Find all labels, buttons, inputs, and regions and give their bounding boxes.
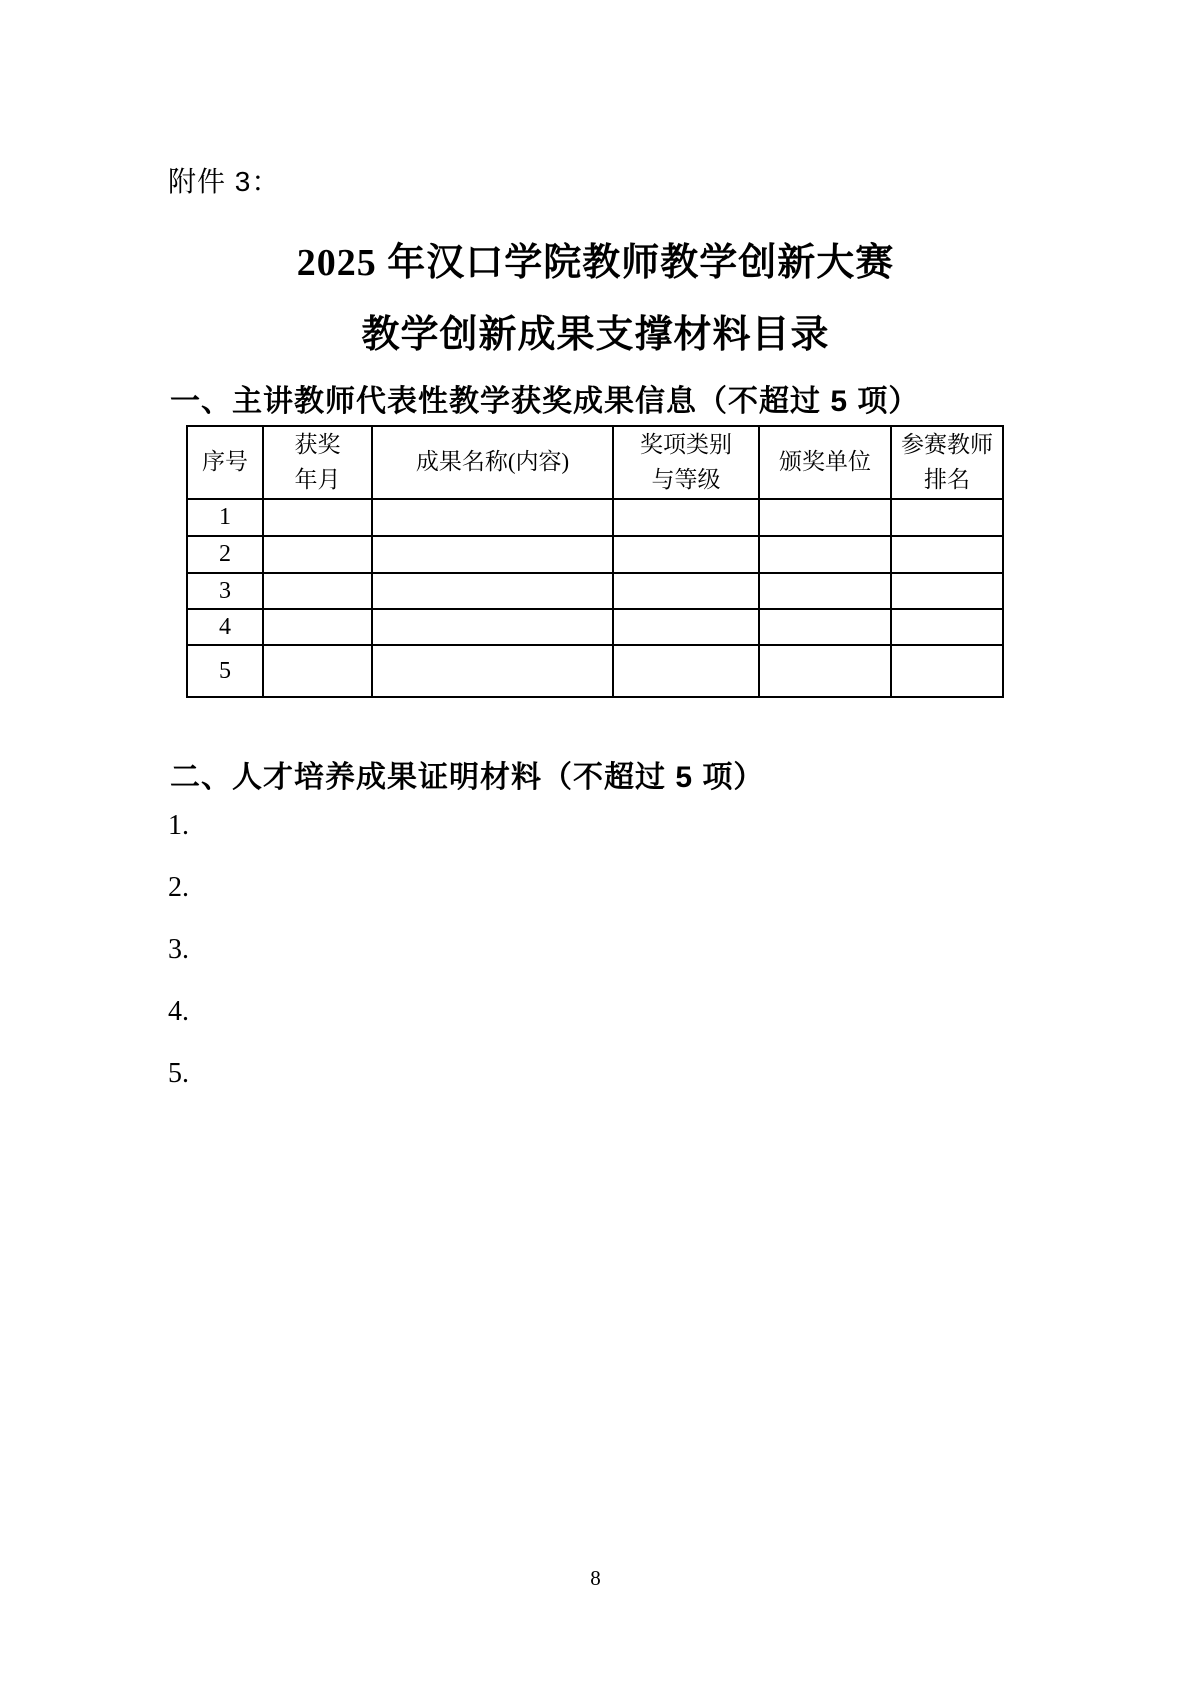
- row-index-cell: 5: [187, 645, 263, 697]
- table-cell: [613, 609, 759, 645]
- column-header-label: 颁奖单位: [779, 449, 871, 475]
- table-cell: [759, 609, 891, 645]
- table-cell: [891, 645, 1003, 697]
- column-header-label: 排名: [924, 466, 970, 492]
- table-cell: [263, 536, 372, 573]
- row-index-cell: 3: [187, 573, 263, 609]
- row-index-cell: 4: [187, 609, 263, 645]
- table-cell: [263, 645, 372, 697]
- table-cell: [263, 499, 372, 536]
- section-2-heading: 二、人才培养成果证明材料（不超过 5 项）: [170, 761, 765, 794]
- document-title-line-1: 2025 年汉口学院教师教学创新大赛: [296, 242, 895, 284]
- table-cell: [613, 645, 759, 697]
- list-item-3: 3.: [168, 934, 189, 965]
- column-header-award-category: [613, 426, 759, 499]
- page-number: 8: [590, 1566, 601, 1590]
- row-index-cell: 1: [187, 499, 263, 536]
- awards-table: [186, 425, 1004, 698]
- table-cell: [891, 536, 1003, 573]
- table-cell: [759, 536, 891, 573]
- table-cell: [759, 499, 891, 536]
- table-cell: [372, 645, 613, 697]
- section-2-list: [168, 812, 189, 1122]
- row-index-cell: 2: [187, 536, 263, 573]
- table-cell: [263, 609, 372, 645]
- list-item-4: 4.: [168, 996, 189, 1027]
- table-cell: [613, 536, 759, 573]
- list-item-2: 2.: [168, 872, 189, 903]
- column-header-award-date: [263, 426, 372, 499]
- table-header-row: [187, 426, 1003, 499]
- column-header-label: 序号: [202, 449, 248, 475]
- column-header-teacher-ranking: [891, 426, 1003, 499]
- table-cell: [759, 573, 891, 609]
- column-header-achievement-name: [372, 426, 613, 499]
- column-header-label: 参赛教师: [901, 432, 993, 457]
- table-row: [187, 536, 1003, 573]
- table-cell: [613, 499, 759, 536]
- table-cell: [891, 499, 1003, 536]
- table-row: [187, 573, 1003, 609]
- document-title-line-2: 教学创新成果支撑材料目录: [361, 314, 830, 356]
- column-header-label: 成果名称(内容): [415, 449, 570, 475]
- table-cell: [613, 573, 759, 609]
- table-cell: [372, 573, 613, 609]
- list-item-5: 5.: [168, 1058, 189, 1089]
- list-item-1: 1.: [168, 810, 189, 841]
- column-header-label: 与等级: [651, 466, 721, 492]
- column-header-label: 年月: [294, 466, 341, 492]
- column-header-index: [187, 426, 263, 499]
- table-cell: [372, 536, 613, 573]
- table-cell: [372, 609, 613, 645]
- section-1-heading: 一、主讲教师代表性教学获奖成果信息（不超过 5 项）: [170, 385, 920, 418]
- table-cell: [372, 499, 613, 536]
- table-row: [187, 609, 1003, 645]
- table-cell: [759, 645, 891, 697]
- column-header-awarding-unit: [759, 426, 891, 499]
- column-header-label: 获奖: [294, 432, 341, 457]
- table-row: [187, 645, 1003, 697]
- table-cell: [891, 609, 1003, 645]
- column-header-label: 奖项类别: [640, 432, 732, 457]
- attachment-label: 附件 3：: [168, 166, 281, 197]
- table-cell: [263, 573, 372, 609]
- table-row: [187, 499, 1003, 536]
- table-cell: [891, 573, 1003, 609]
